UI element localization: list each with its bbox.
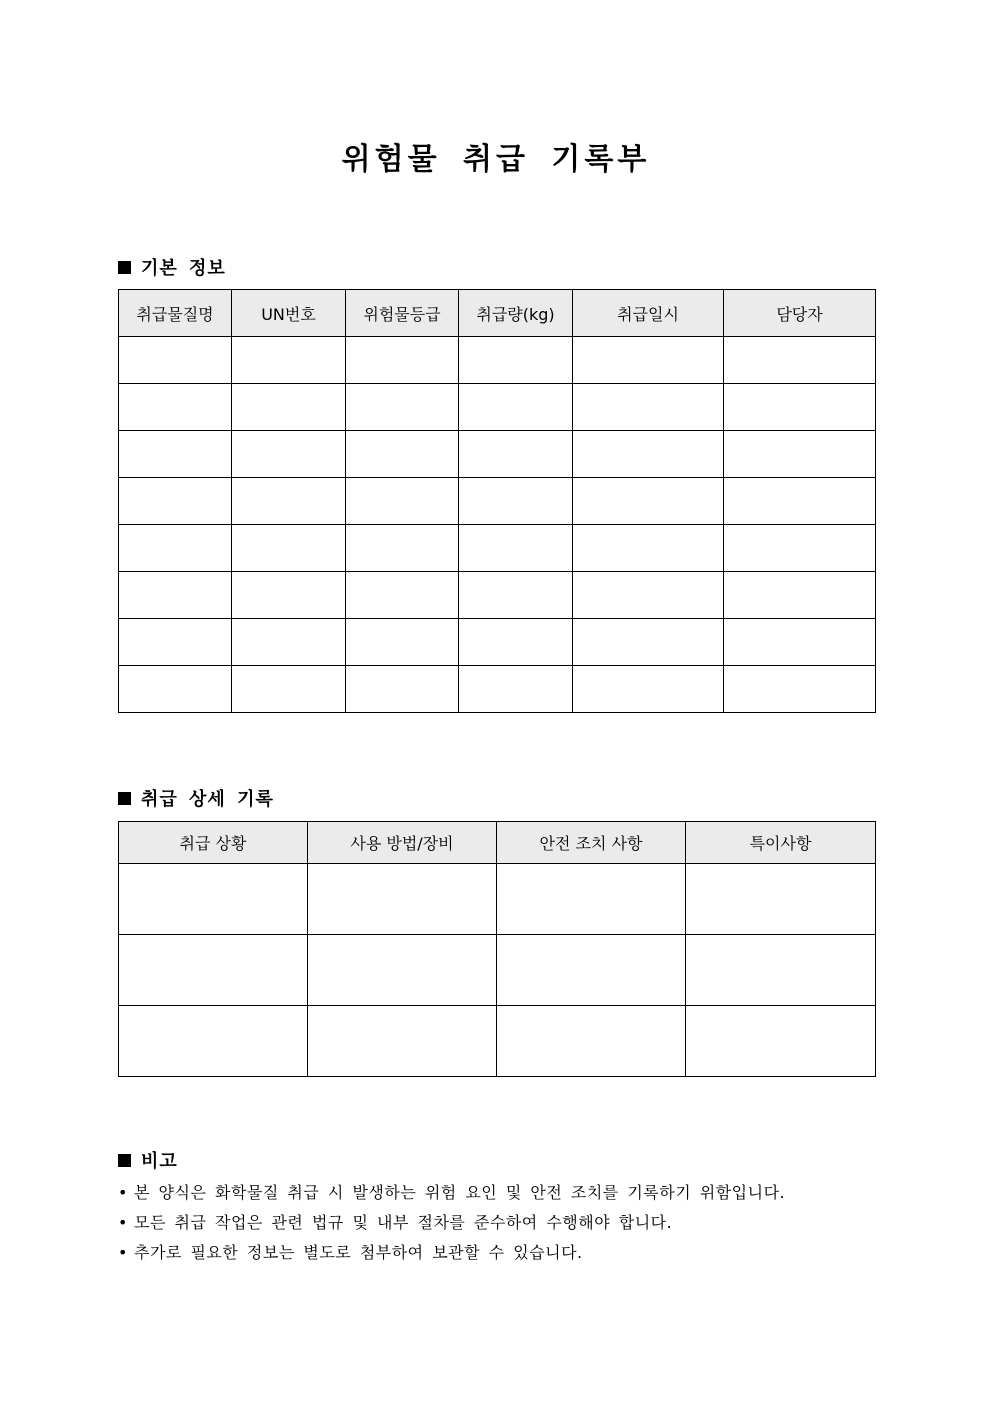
table-cell[interactable] bbox=[724, 478, 876, 525]
table-cell[interactable] bbox=[119, 384, 232, 431]
table-cell[interactable] bbox=[119, 572, 232, 619]
table-cell[interactable] bbox=[346, 337, 459, 384]
table-row bbox=[119, 337, 876, 384]
list-item: • 본 양식은 화학물질 취급 시 발생하는 위험 요인 및 안전 조치를 기록하기 위함입니다. bbox=[118, 1178, 785, 1208]
table-cell[interactable] bbox=[308, 935, 497, 1006]
table-cell[interactable] bbox=[459, 572, 573, 619]
table-cell[interactable] bbox=[119, 1006, 308, 1077]
table-cell[interactable] bbox=[346, 478, 459, 525]
column-header: 위험물등급 bbox=[346, 290, 459, 337]
table-cell[interactable] bbox=[459, 384, 573, 431]
table-row bbox=[119, 478, 876, 525]
table-cell[interactable] bbox=[232, 619, 346, 666]
table-cell[interactable] bbox=[346, 619, 459, 666]
remarks-list bbox=[118, 1178, 785, 1268]
table-cell[interactable] bbox=[346, 384, 459, 431]
table-row bbox=[119, 1006, 876, 1077]
column-header: 취급물질명 bbox=[119, 290, 232, 337]
table-cell[interactable] bbox=[724, 619, 876, 666]
list-item: • 모든 취급 작업은 관련 법규 및 내부 절차를 준수하여 수행해야 합니다. bbox=[118, 1208, 785, 1238]
table-cell[interactable] bbox=[497, 935, 686, 1006]
table-cell[interactable] bbox=[724, 384, 876, 431]
table-cell[interactable] bbox=[573, 666, 724, 713]
section-heading-label: 비고 bbox=[141, 1151, 178, 1172]
basic-info-table bbox=[118, 289, 876, 713]
table-cell[interactable] bbox=[119, 431, 232, 478]
bullet-icon: • bbox=[118, 1183, 128, 1202]
section-heading-label: 기본 정보 bbox=[141, 258, 226, 279]
table-cell[interactable] bbox=[573, 525, 724, 572]
column-header: 취급일시 bbox=[573, 290, 724, 337]
table-row bbox=[119, 525, 876, 572]
bullet-icon: • bbox=[118, 1243, 128, 1262]
table-cell[interactable] bbox=[232, 478, 346, 525]
table-cell[interactable] bbox=[232, 337, 346, 384]
table-cell[interactable] bbox=[724, 337, 876, 384]
table-cell[interactable] bbox=[346, 525, 459, 572]
table-row bbox=[119, 935, 876, 1006]
table-cell[interactable] bbox=[573, 572, 724, 619]
section-heading-basic-info bbox=[118, 254, 226, 280]
square-bullet-icon bbox=[118, 792, 131, 805]
table-cell[interactable] bbox=[724, 431, 876, 478]
column-header: UN번호 bbox=[232, 290, 346, 337]
table-cell[interactable] bbox=[119, 864, 308, 935]
table-row bbox=[119, 431, 876, 478]
table-cell[interactable] bbox=[346, 572, 459, 619]
column-header: 취급량(kg) bbox=[459, 290, 573, 337]
table-cell[interactable] bbox=[724, 572, 876, 619]
detail-record-table bbox=[118, 821, 876, 1077]
table-cell[interactable] bbox=[232, 572, 346, 619]
table-cell[interactable] bbox=[724, 666, 876, 713]
column-header: 안전 조치 사항 bbox=[497, 822, 686, 864]
table-cell[interactable] bbox=[573, 337, 724, 384]
table-cell[interactable] bbox=[686, 1006, 876, 1077]
table-cell[interactable] bbox=[119, 478, 232, 525]
table-cell[interactable] bbox=[232, 525, 346, 572]
table-row bbox=[119, 666, 876, 713]
table-row bbox=[119, 572, 876, 619]
table-row bbox=[119, 864, 876, 935]
table-cell[interactable] bbox=[573, 619, 724, 666]
table-cell[interactable] bbox=[232, 666, 346, 713]
table-cell[interactable] bbox=[232, 384, 346, 431]
section-heading-detail-record bbox=[118, 785, 274, 811]
table-cell[interactable] bbox=[119, 525, 232, 572]
section-heading-remarks bbox=[118, 1147, 178, 1173]
table-cell[interactable] bbox=[119, 619, 232, 666]
table-cell[interactable] bbox=[459, 619, 573, 666]
column-header: 특이사항 bbox=[686, 822, 876, 864]
table-cell[interactable] bbox=[459, 666, 573, 713]
column-header: 담당자 bbox=[724, 290, 876, 337]
table-cell[interactable] bbox=[686, 935, 876, 1006]
table-cell[interactable] bbox=[346, 431, 459, 478]
page-title: 위험물 취급 기록부 bbox=[341, 142, 651, 177]
square-bullet-icon bbox=[118, 1154, 131, 1167]
table-cell[interactable] bbox=[232, 431, 346, 478]
list-item: • 추가로 필요한 정보는 별도로 첨부하여 보관할 수 있습니다. bbox=[118, 1238, 785, 1268]
table-row bbox=[119, 384, 876, 431]
table-cell[interactable] bbox=[573, 384, 724, 431]
table-cell[interactable] bbox=[573, 431, 724, 478]
column-header: 취급 상황 bbox=[119, 822, 308, 864]
table-cell[interactable] bbox=[459, 525, 573, 572]
table-cell[interactable] bbox=[308, 864, 497, 935]
table-cell[interactable] bbox=[346, 666, 459, 713]
table-cell[interactable] bbox=[119, 337, 232, 384]
table-cell[interactable] bbox=[497, 1006, 686, 1077]
table-cell[interactable] bbox=[119, 935, 308, 1006]
table-cell[interactable] bbox=[573, 478, 724, 525]
square-bullet-icon bbox=[118, 261, 131, 274]
table-cell[interactable] bbox=[119, 666, 232, 713]
table-cell[interactable] bbox=[308, 1006, 497, 1077]
bullet-icon: • bbox=[118, 1213, 128, 1232]
table-cell[interactable] bbox=[497, 864, 686, 935]
table-cell[interactable] bbox=[724, 525, 876, 572]
table-cell[interactable] bbox=[459, 431, 573, 478]
table-row bbox=[119, 619, 876, 666]
table-cell[interactable] bbox=[459, 478, 573, 525]
column-header: 사용 방법/장비 bbox=[308, 822, 497, 864]
table-header-row bbox=[119, 290, 876, 337]
table-cell[interactable] bbox=[459, 337, 573, 384]
table-cell[interactable] bbox=[686, 864, 876, 935]
table-header-row bbox=[119, 822, 876, 864]
section-heading-label: 취급 상세 기록 bbox=[141, 789, 274, 810]
